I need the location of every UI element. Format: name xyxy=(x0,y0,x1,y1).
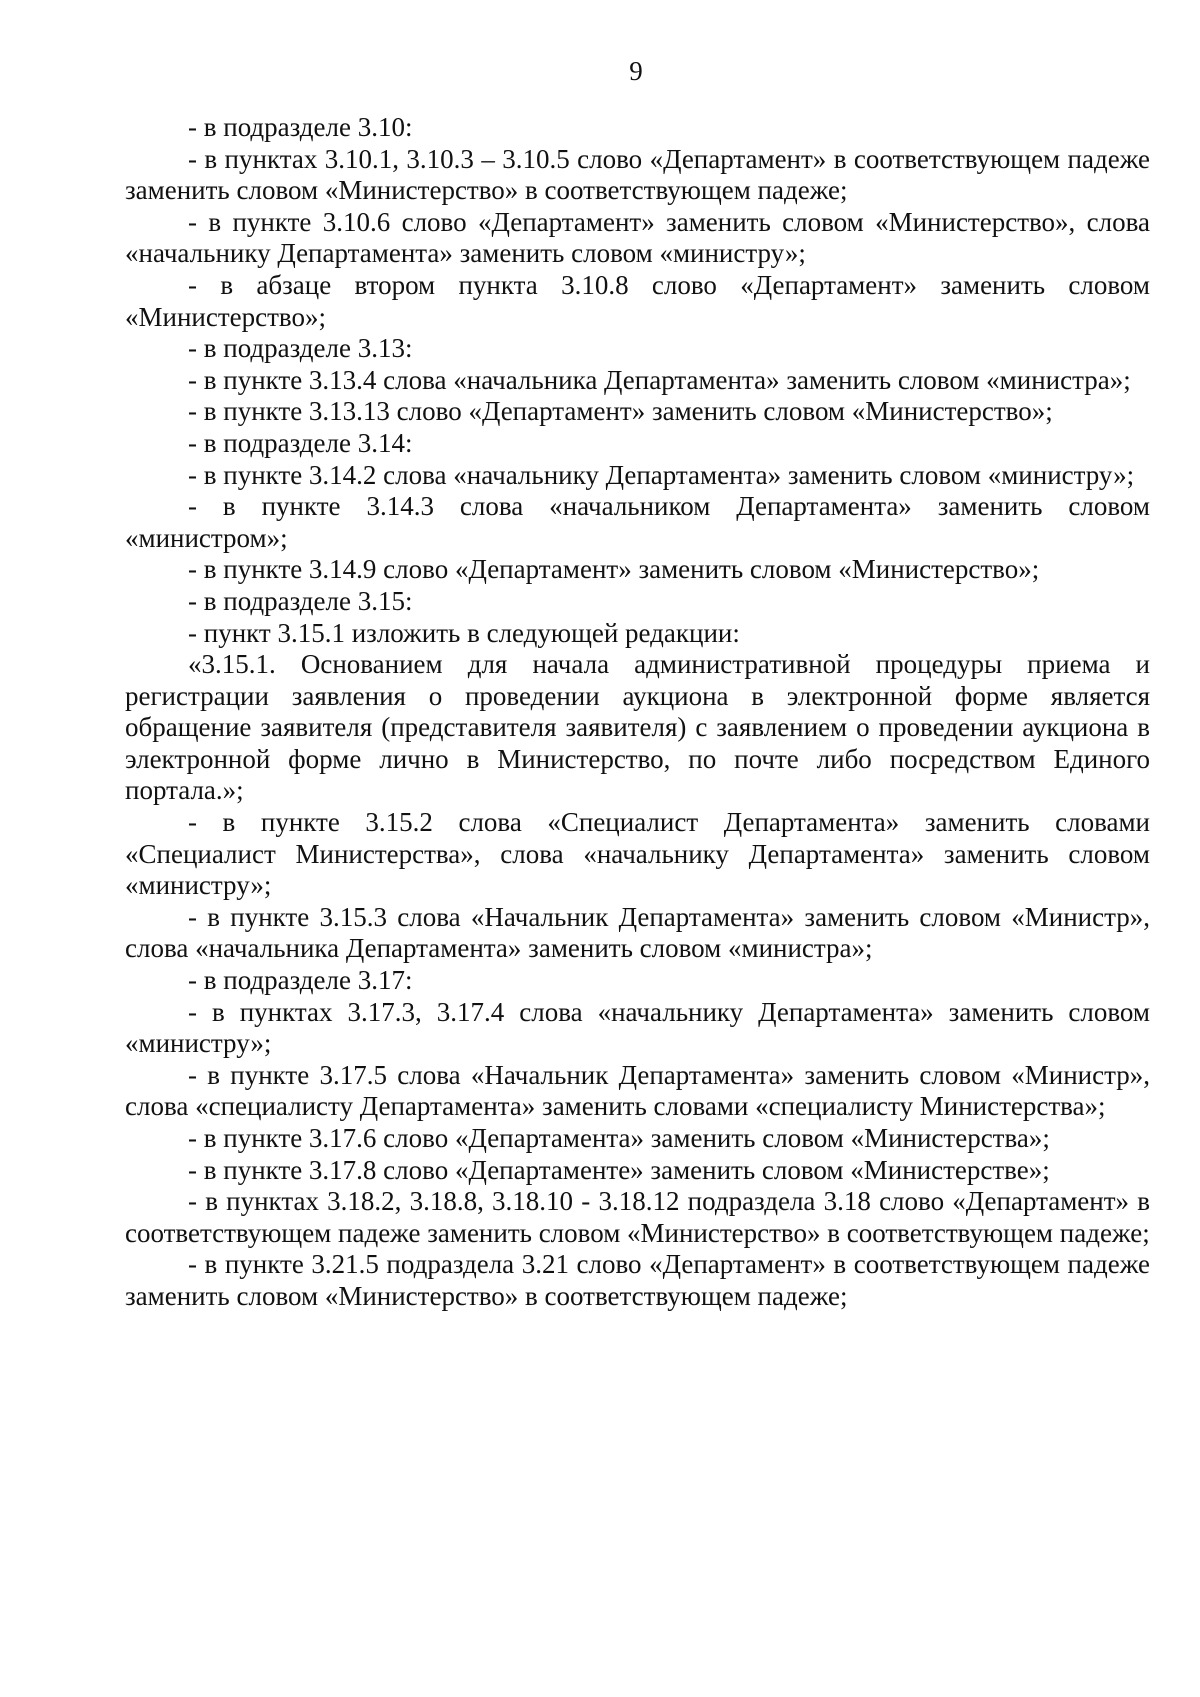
paragraph: - в пункте 3.13.13 слово «Департамент» заменить словом «Министерство»; xyxy=(188,396,1053,427)
paragraph: - в абзаце втором пункта 3.10.8 слово «Департамент» заменить словом «Министерство»; xyxy=(125,269,1150,332)
paragraph: - в подразделе 3.15: xyxy=(188,585,413,616)
paragraph: - в пункте 3.15.3 слова «Начальник Департамента» заменить словом «Министр», слова «начальника Департамента» заменить словом «министра»; xyxy=(125,901,1150,964)
paragraph: - в пунктах 3.18.2, 3.18.8, 3.18.10 - 3.18.12 подраздела 3.18 слово «Департамент» в соответствующем падеже заменить словом «Министерство» в соответствующем падеже; xyxy=(125,1186,1150,1248)
paragraph: - в пункте 3.21.5 подраздела 3.21 слово «Департамент» в соответствующем падеже заменить словом «Министерство» в соответствующем падеже; xyxy=(125,1249,1150,1311)
paragraph: - в пункте 3.15.2 слова «Специалист Департамента» заменить словами «Специалист Министерства», слова «начальнику Департамента» заменить словом «министру»; xyxy=(125,807,1150,901)
paragraph: - в подразделе 3.14: xyxy=(188,427,413,458)
page-number: 9 xyxy=(629,56,643,86)
paragraph: - в пункте 3.14.9 слово «Департамент» заменить словом «Министерство»; xyxy=(188,554,1040,585)
paragraph: - в пунктах 3.10.1, 3.10.3 – 3.10.5 слово «Департамент» в соответствующем падеже заменить словом «Министерство» в соответствующем падеже; xyxy=(125,143,1150,206)
paragraph: - в пунктах 3.17.3, 3.17.4 слова «начальнику Департамента» заменить словом «министру»; xyxy=(125,996,1150,1059)
paragraph: - в пункте 3.17.6 слово «Департамента» заменить словом «Министерства»; xyxy=(188,1123,1050,1153)
paragraph: - в подразделе 3.13: xyxy=(188,333,413,364)
paragraph: - в подразделе 3.10: xyxy=(188,112,413,142)
paragraph: «3.15.1. Основанием для начала административной процедуры приема и регистрации заявления о проведении аукциона в электронной форме является обращение заявителя (представителя заявителя) с заявлением о проведении аукциона в электронной форме лично в Министерство, по почте либо посредством Единого портала.»; xyxy=(125,649,1150,806)
paragraph: - в пункте 3.17.8 слово «Департаменте» заменить словом «Министерстве»; xyxy=(188,1154,1050,1185)
paragraph: - в пункте 3.13.4 слова «начальника Департамента» заменить словом «министра»; xyxy=(188,364,1131,395)
paragraph: - в пункте 3.10.6 слово «Департамент» заменить словом «Министерство», слова «начальнику Департамента» заменить словом «министру»; xyxy=(125,206,1150,269)
paragraph: - пункт 3.15.1 изложить в следующей редакции: xyxy=(188,617,740,648)
paragraph: - в пункте 3.14.3 слова «начальником Департамента» заменить словом «министром»; xyxy=(125,491,1150,553)
document-body xyxy=(125,112,1150,1313)
paragraph: - в пункте 3.14.2 слова «начальнику Департамента» заменить словом «министру»; xyxy=(188,459,1135,490)
paragraph: - в подразделе 3.17: xyxy=(188,965,413,996)
paragraph: - в пункте 3.17.5 слова «Начальник Департамента» заменить словом «Министр», слова «специалисту Департамента» заменить словами «специалисту Министерства»; xyxy=(125,1059,1150,1122)
